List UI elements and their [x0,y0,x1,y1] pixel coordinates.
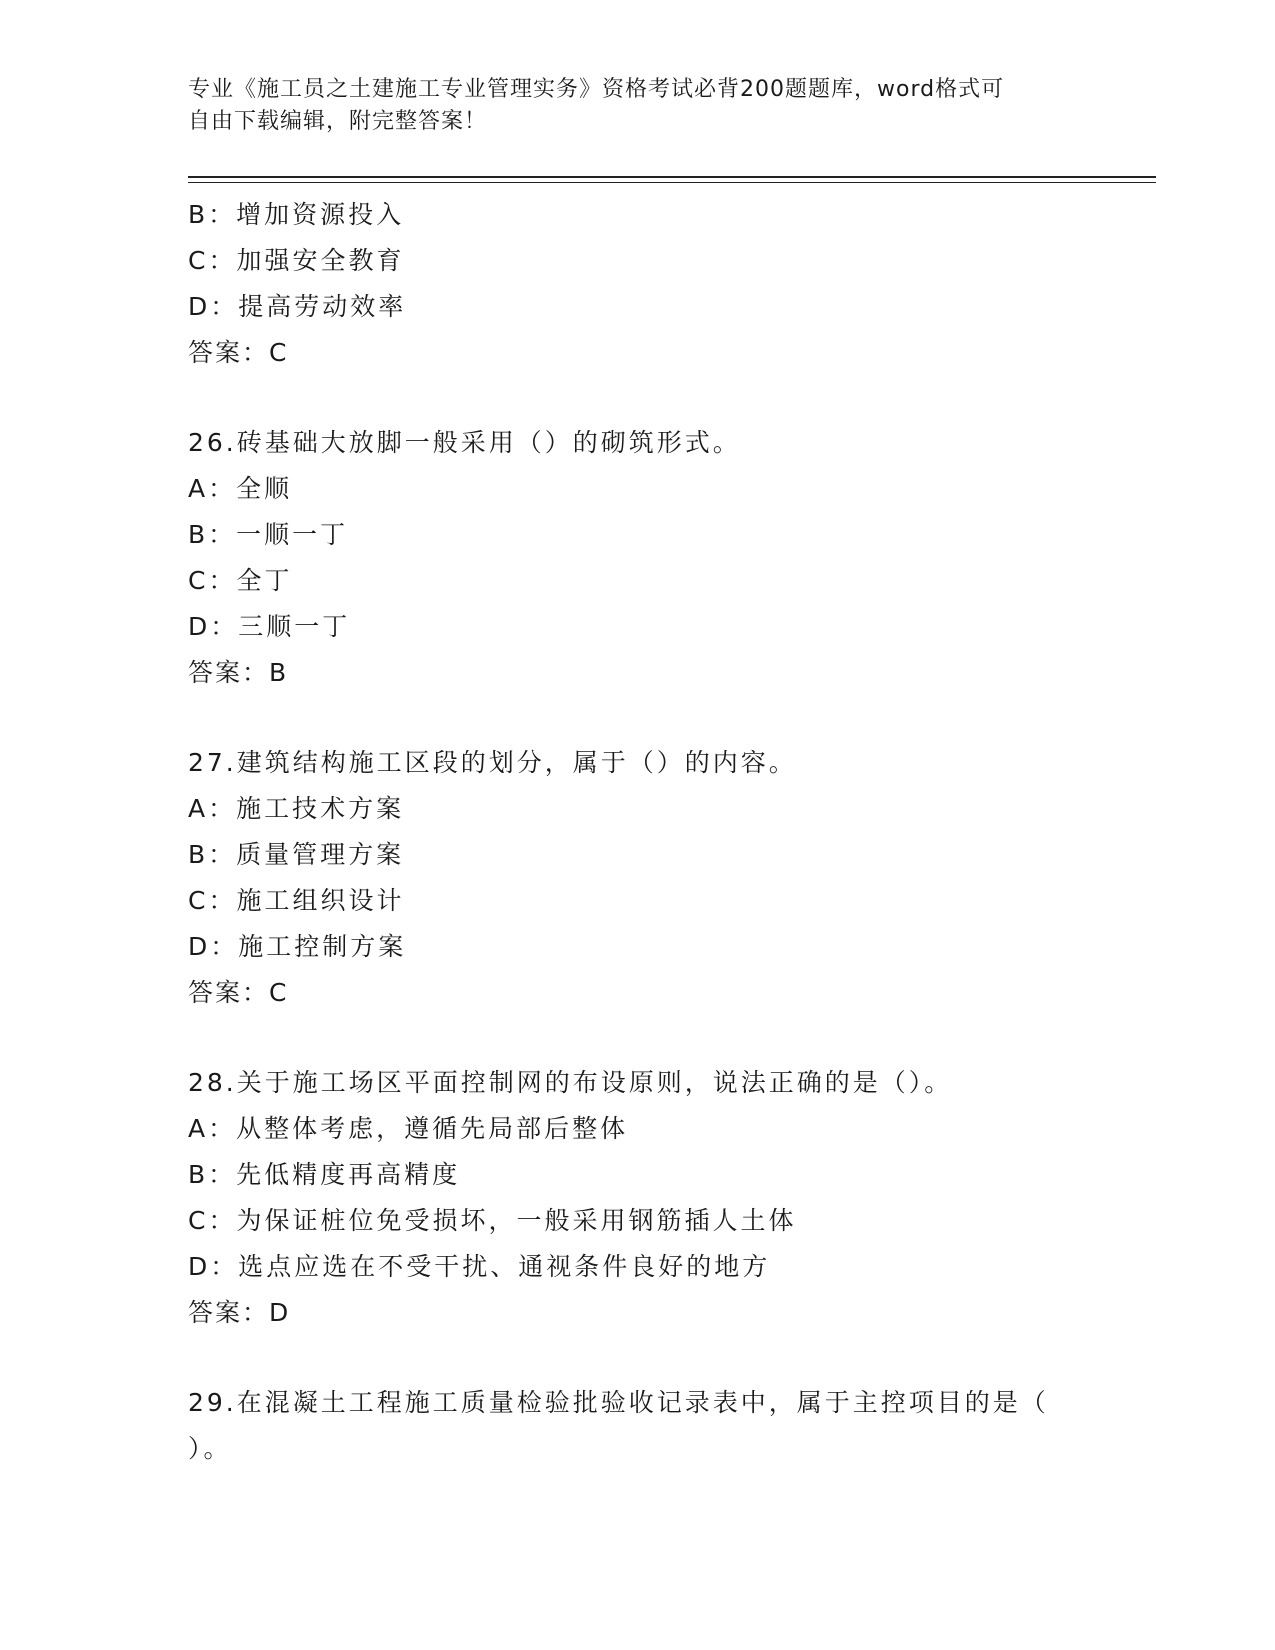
question-29 [188,1380,1148,1472]
question-list [188,192,1148,1472]
option-d: D：选点应选在不受干扰、通视条件良好的地方 [188,1252,771,1281]
option-c: C：施工组织设计 [188,886,405,915]
option-d: D：施工控制方案 [188,932,407,961]
question-title: 27.建筑结构施工区段的划分，属于（）的内容。 [188,748,797,777]
option-d: D：提高劳动效率 [188,292,407,321]
question-27 [188,740,1148,1016]
answer-line: 答案：B [188,658,289,687]
header-divider-thin [188,182,1156,183]
option-c: C：为保证桩位免受损坏，一般采用钢筋插人土体 [188,1206,797,1235]
question-title-line-1: 29.在混凝土工程施工质量检验批验收记录表中，属于主控项目的是（ [188,1388,1049,1417]
question-title: 28.关于施工场区平面控制网的布设原则，说法正确的是（）。 [188,1068,953,1097]
header-divider-thick [188,176,1156,178]
answer-line: 答案：D [188,1298,291,1327]
document-header [188,74,1088,138]
header-line-1: 专业《施工员之土建施工专业管理实务》资格考试必背200题题库，word格式可 [188,77,1005,102]
question-26 [188,420,1148,696]
answer-line: 答案：C [188,338,289,367]
option-b: B：增加资源投入 [188,200,405,229]
question-title: 26.砖基础大放脚一般采用（）的砌筑形式。 [188,428,741,457]
question-28 [188,1060,1148,1336]
answer-line: 答案：C [188,978,289,1007]
option-b: B：一顺一丁 [188,520,349,549]
option-c: C：加强安全教育 [188,246,405,275]
question-25-continuation [188,192,1148,376]
header-line-2: 自由下载编辑，附完整答案！ [188,109,488,134]
option-a: A：全顺 [188,474,293,503]
option-c: C：全丁 [188,566,293,595]
option-a: A：施工技术方案 [188,794,405,823]
option-b: B：先低精度再高精度 [188,1160,461,1189]
option-d: D：三顺一丁 [188,612,351,641]
question-title-line-2: ）。 [188,1434,232,1463]
option-b: B：质量管理方案 [188,840,405,869]
option-a: A：从整体考虑，遵循先局部后整体 [188,1114,629,1143]
